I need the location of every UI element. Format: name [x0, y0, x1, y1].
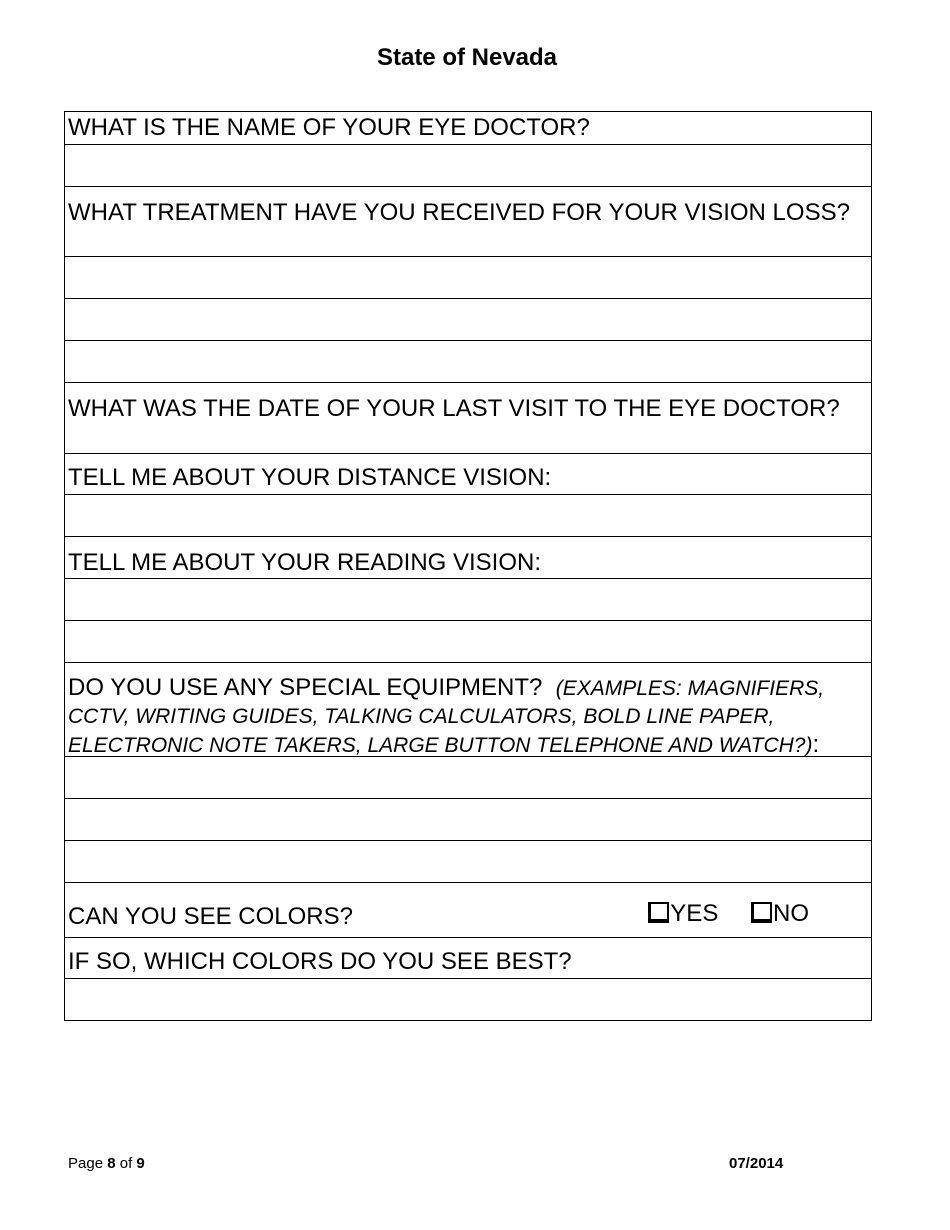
answer-field-distance-vision[interactable]	[65, 495, 871, 537]
no-checkbox[interactable]	[751, 902, 772, 923]
answer-field-equipment-2[interactable]	[65, 799, 871, 841]
answer-field-eye-doctor-name[interactable]	[65, 145, 871, 187]
page-current: 8	[107, 1155, 116, 1172]
answer-field-reading-vision-2[interactable]	[65, 621, 871, 663]
answer-field-reading-vision-1[interactable]	[65, 579, 871, 621]
form-revision-date: 07/2014	[729, 1155, 784, 1172]
question-last-visit: WHAT WAS THE DATE OF YOUR LAST VISIT TO THE EYE DOCTOR?	[65, 383, 871, 454]
answer-field-which-colors[interactable]	[65, 979, 871, 1021]
see-colors-options	[622, 900, 809, 928]
question-which-colors: IF SO, WHICH COLORS DO YOU SEE BEST?	[65, 938, 871, 979]
yes-checkbox[interactable]	[648, 902, 669, 923]
equipment-examples-line-1: (EXAMPLES: MAGNIFIERS,	[555, 677, 825, 700]
answer-field-equipment-1[interactable]	[65, 757, 871, 799]
page-prefix: Page	[68, 1155, 104, 1172]
equipment-examples-line-2: CCTV, WRITING GUIDES, TALKING CALCULATORS, BOLD LINE PAPER,	[68, 705, 775, 728]
page-total: 9	[136, 1155, 145, 1172]
answer-field-treatment-3[interactable]	[65, 341, 871, 383]
page-of: of	[119, 1155, 133, 1172]
equipment-question-text: DO YOU USE ANY SPECIAL EQUIPMENT?	[68, 674, 543, 701]
no-label: NO	[773, 900, 809, 927]
question-eye-doctor-name: WHAT IS THE NAME OF YOUR EYE DOCTOR?	[65, 112, 871, 145]
yes-label: YES	[670, 900, 719, 927]
question-reading-vision: TELL ME ABOUT YOUR READING VISION:	[65, 537, 871, 579]
question-see-colors	[65, 883, 871, 938]
page-number	[68, 1155, 145, 1172]
vision-questionnaire	[64, 111, 872, 1021]
equipment-colon: :	[812, 731, 820, 758]
question-special-equipment	[65, 663, 871, 757]
yes-option[interactable]	[648, 900, 718, 928]
see-colors-label: CAN YOU SEE COLORS?	[68, 903, 353, 930]
answer-field-equipment-3[interactable]	[65, 841, 871, 883]
no-option[interactable]	[751, 900, 809, 928]
equipment-examples-line-3: ELECTRONIC NOTE TAKERS, LARGE BUTTON TELEPHONE AND WATCH?)	[68, 734, 813, 757]
question-treatment: WHAT TREATMENT HAVE YOU RECEIVED FOR YOUR VISION LOSS?	[65, 187, 871, 257]
answer-field-treatment-2[interactable]	[65, 299, 871, 341]
question-distance-vision: TELL ME ABOUT YOUR DISTANCE VISION:	[65, 454, 871, 495]
page-title: State of Nevada	[376, 44, 558, 71]
answer-field-treatment-1[interactable]	[65, 257, 871, 299]
